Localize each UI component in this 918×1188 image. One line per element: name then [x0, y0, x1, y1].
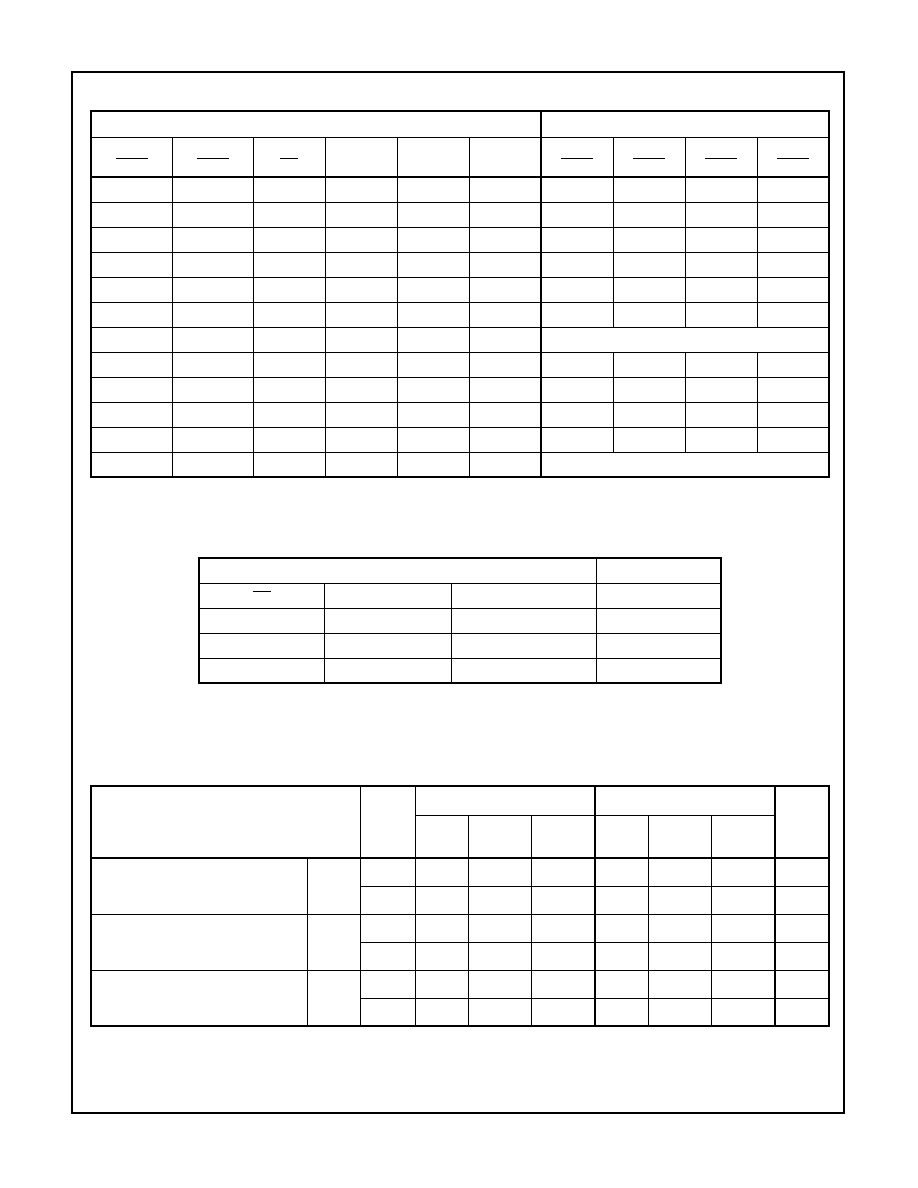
table-cell	[685, 277, 757, 302]
table-cell	[325, 377, 397, 402]
table1-column-header	[757, 137, 829, 177]
table-cell	[324, 608, 451, 633]
table-cell	[253, 302, 325, 327]
table-cell	[469, 402, 541, 427]
table-cell	[397, 277, 469, 302]
table-cell	[541, 277, 613, 302]
table-cell	[757, 377, 829, 402]
table3-subheader	[595, 815, 648, 858]
table-cell	[360, 886, 415, 914]
table-cell	[613, 227, 685, 252]
parameter-name	[91, 858, 307, 914]
table-row	[199, 608, 721, 633]
table-cell	[451, 633, 596, 658]
table-cell	[757, 402, 829, 427]
table-cell	[415, 998, 468, 1026]
table-row	[91, 452, 829, 477]
table-cell	[91, 302, 172, 327]
table-cell	[613, 377, 685, 402]
table-cell	[325, 252, 397, 277]
table-cell	[541, 352, 613, 377]
table-cell	[648, 886, 711, 914]
table-cell	[613, 402, 685, 427]
table-cell	[253, 452, 325, 477]
table-cell	[397, 452, 469, 477]
table2-group-header-inputs	[199, 558, 596, 583]
table-cell	[648, 942, 711, 970]
table-cell	[531, 998, 595, 1026]
table-cell	[469, 177, 541, 202]
table2-column-header	[596, 583, 721, 608]
table-cell	[757, 202, 829, 227]
table-cell	[360, 998, 415, 1026]
table-cell	[397, 302, 469, 327]
table-cell	[91, 452, 172, 477]
table-cell	[253, 252, 325, 277]
overline-mark	[253, 591, 271, 592]
table-cell	[541, 377, 613, 402]
table-cell	[469, 252, 541, 277]
table-cell	[172, 302, 253, 327]
table-cell	[415, 914, 468, 942]
table-row	[91, 252, 829, 277]
table-cell	[757, 427, 829, 452]
table-row	[91, 327, 829, 352]
table-cell	[91, 327, 172, 352]
table-cell	[541, 327, 829, 352]
table1-column-header	[397, 137, 469, 177]
table-cell	[253, 402, 325, 427]
table-cell	[531, 914, 595, 942]
table-cell	[360, 942, 415, 970]
table-cell	[469, 377, 541, 402]
table-cell	[685, 227, 757, 252]
table-cell	[648, 998, 711, 1026]
overline-mark	[197, 158, 229, 159]
table-cell	[253, 352, 325, 377]
table-cell	[91, 202, 172, 227]
table-cell	[397, 202, 469, 227]
table2-column-header	[199, 583, 324, 608]
characteristics-table	[90, 785, 830, 1027]
table-row	[91, 302, 829, 327]
table1-column-header	[685, 137, 757, 177]
table-cell	[325, 452, 397, 477]
table-cell	[541, 452, 829, 477]
table-cell	[685, 177, 757, 202]
table-cell	[541, 227, 613, 252]
table-cell	[324, 633, 451, 658]
table-cell	[469, 352, 541, 377]
table-cell	[685, 377, 757, 402]
table-cell	[541, 427, 613, 452]
table-cell	[613, 252, 685, 277]
table1-column-header	[253, 137, 325, 177]
truth-table-2	[198, 557, 722, 684]
table-cell	[253, 227, 325, 252]
table-cell	[648, 914, 711, 942]
overline-mark	[705, 158, 737, 159]
table-row	[91, 202, 829, 227]
overline-mark	[633, 158, 665, 159]
table2-group-header-output	[596, 558, 721, 583]
table-cell	[469, 452, 541, 477]
table-cell	[199, 633, 324, 658]
table-cell	[325, 402, 397, 427]
table-cell	[253, 202, 325, 227]
table-cell	[397, 352, 469, 377]
table-cell	[469, 202, 541, 227]
table-cell	[757, 352, 829, 377]
table1-column-header	[469, 137, 541, 177]
table-cell	[775, 998, 829, 1026]
table1-group-header-inputs	[91, 111, 541, 137]
table-cell	[531, 970, 595, 998]
table-cell	[415, 886, 468, 914]
table-cell	[711, 942, 775, 970]
table-cell	[360, 914, 415, 942]
table-cell	[757, 302, 829, 327]
table-cell	[648, 858, 711, 886]
table-cell	[253, 327, 325, 352]
table-cell	[325, 277, 397, 302]
table-cell	[451, 658, 596, 683]
table-cell	[415, 858, 468, 886]
table-cell	[711, 914, 775, 942]
table-cell	[91, 352, 172, 377]
table-cell	[596, 633, 721, 658]
table-row	[91, 177, 829, 202]
table2-column-header-row	[199, 583, 721, 608]
table-cell	[397, 252, 469, 277]
table-cell	[757, 177, 829, 202]
overline-mark	[280, 158, 298, 159]
table-cell	[775, 942, 829, 970]
parameter-symbol	[307, 914, 360, 970]
table3-header-group-b	[595, 786, 775, 815]
table-cell	[172, 452, 253, 477]
table-cell	[325, 302, 397, 327]
table-cell	[595, 858, 648, 886]
parameter-symbol	[307, 858, 360, 914]
table-cell	[91, 227, 172, 252]
parameter-name	[91, 914, 307, 970]
table-cell	[685, 427, 757, 452]
table-cell	[757, 252, 829, 277]
table-cell	[775, 970, 829, 998]
table-cell	[595, 998, 648, 1026]
table3-header-parameter	[91, 786, 360, 858]
table-cell	[172, 202, 253, 227]
table-cell	[531, 886, 595, 914]
table-cell	[325, 202, 397, 227]
table-cell	[91, 252, 172, 277]
table-cell	[172, 252, 253, 277]
table-cell	[253, 177, 325, 202]
table-cell	[469, 427, 541, 452]
table-row	[91, 277, 829, 302]
table-cell	[172, 377, 253, 402]
table2-column-header	[451, 583, 596, 608]
overline-mark	[777, 158, 809, 159]
table-cell	[325, 352, 397, 377]
table-cell	[91, 377, 172, 402]
table-cell	[451, 608, 596, 633]
table-row	[91, 377, 829, 402]
table-cell	[91, 177, 172, 202]
table-cell	[172, 327, 253, 352]
table-cell	[325, 177, 397, 202]
table-cell	[596, 608, 721, 633]
table1-column-header	[613, 137, 685, 177]
table-cell	[397, 377, 469, 402]
table-cell	[469, 327, 541, 352]
table-cell	[415, 970, 468, 998]
table-cell	[541, 302, 613, 327]
table-cell	[91, 402, 172, 427]
table-cell	[172, 227, 253, 252]
table-row	[91, 970, 829, 998]
table-cell	[325, 227, 397, 252]
table-cell	[613, 177, 685, 202]
table-row	[91, 858, 829, 886]
table-cell	[541, 402, 613, 427]
table3-subheader	[711, 815, 775, 858]
table-cell	[711, 970, 775, 998]
table-cell	[468, 942, 531, 970]
table-cell	[541, 202, 613, 227]
table-cell	[648, 970, 711, 998]
truth-table-1	[90, 110, 830, 478]
table-cell	[469, 277, 541, 302]
table-cell	[397, 427, 469, 452]
table3-header-unit	[775, 786, 829, 858]
table-cell	[397, 177, 469, 202]
table-cell	[757, 277, 829, 302]
table-cell	[253, 427, 325, 452]
table-cell	[613, 302, 685, 327]
table-cell	[172, 402, 253, 427]
table-cell	[685, 352, 757, 377]
table-row	[199, 633, 721, 658]
table-row	[91, 402, 829, 427]
table-cell	[531, 942, 595, 970]
table-cell	[531, 858, 595, 886]
table-cell	[775, 886, 829, 914]
table-cell	[468, 858, 531, 886]
table-cell	[360, 858, 415, 886]
table-cell	[613, 427, 685, 452]
table-cell	[685, 402, 757, 427]
table1-column-header	[541, 137, 613, 177]
table-cell	[613, 202, 685, 227]
table-cell	[595, 886, 648, 914]
table-cell	[775, 914, 829, 942]
table1-column-header-row	[91, 137, 829, 177]
table-cell	[685, 302, 757, 327]
table-cell	[253, 377, 325, 402]
table-cell	[711, 886, 775, 914]
table-row	[91, 352, 829, 377]
table-cell	[541, 177, 613, 202]
table-cell	[468, 886, 531, 914]
table-cell	[324, 658, 451, 683]
table-cell	[172, 352, 253, 377]
table-cell	[596, 658, 721, 683]
table-cell	[469, 302, 541, 327]
table1-column-header	[91, 137, 172, 177]
table-cell	[711, 998, 775, 1026]
table-cell	[397, 227, 469, 252]
table-cell	[685, 252, 757, 277]
table3-subheader	[531, 815, 595, 858]
table-cell	[91, 427, 172, 452]
parameter-symbol	[307, 970, 360, 1026]
table-cell	[397, 327, 469, 352]
table-cell	[595, 970, 648, 998]
table-cell	[172, 177, 253, 202]
table2-column-header	[324, 583, 451, 608]
table3-subheader	[468, 815, 531, 858]
table-cell	[613, 277, 685, 302]
table1-group-header-outputs	[541, 111, 829, 137]
table-cell	[397, 402, 469, 427]
overline-mark	[116, 158, 148, 159]
table-cell	[468, 914, 531, 942]
table-cell	[775, 858, 829, 886]
table-cell	[172, 427, 253, 452]
table-cell	[91, 277, 172, 302]
table-cell	[595, 914, 648, 942]
table3-subheader	[415, 815, 468, 858]
table-cell	[469, 227, 541, 252]
table-cell	[415, 942, 468, 970]
table-cell	[613, 352, 685, 377]
table-cell	[468, 998, 531, 1026]
table-cell	[325, 327, 397, 352]
table-cell	[172, 277, 253, 302]
table-cell	[199, 608, 324, 633]
table-cell	[253, 277, 325, 302]
table-row	[91, 427, 829, 452]
table-cell	[325, 427, 397, 452]
table3-subheader	[648, 815, 711, 858]
table-cell	[468, 970, 531, 998]
table-cell	[595, 942, 648, 970]
table-cell	[360, 970, 415, 998]
table-cell	[757, 227, 829, 252]
overline-mark	[561, 158, 593, 159]
table-row	[91, 914, 829, 942]
table-cell	[711, 858, 775, 886]
parameter-name	[91, 970, 307, 1026]
table1-column-header	[325, 137, 397, 177]
table-row	[91, 227, 829, 252]
table-cell	[541, 252, 613, 277]
table-cell	[199, 658, 324, 683]
table3-header-symbol	[360, 786, 415, 858]
table3-header-group-a	[415, 786, 595, 815]
table1-column-header	[172, 137, 253, 177]
table-cell	[685, 202, 757, 227]
table-row	[199, 658, 721, 683]
